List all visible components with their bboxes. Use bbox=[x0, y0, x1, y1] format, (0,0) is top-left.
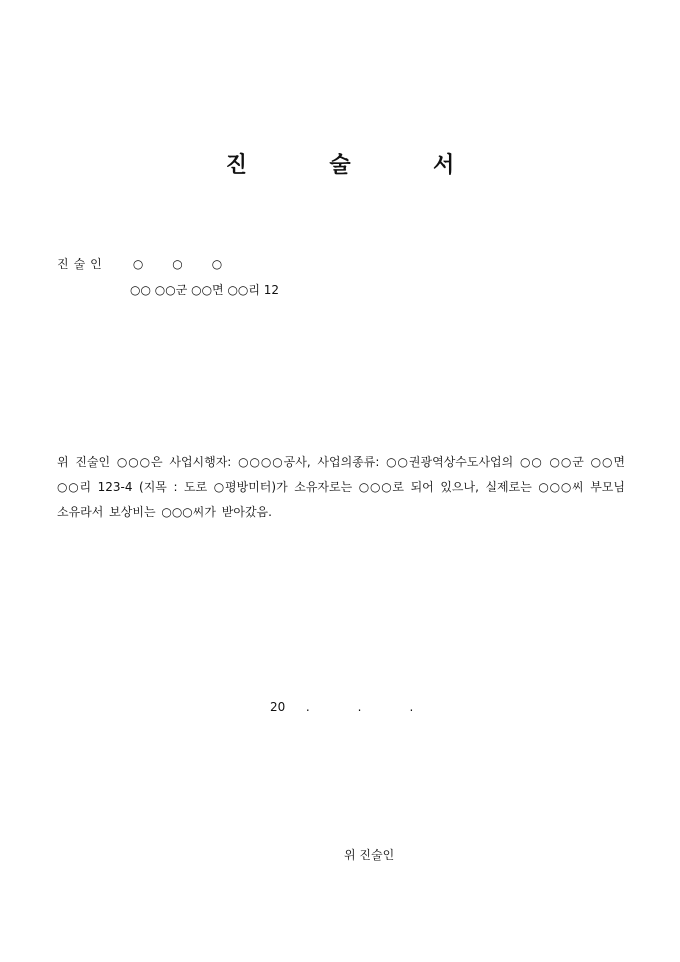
document-title bbox=[0, 148, 680, 179]
date-separator-3: . bbox=[409, 700, 414, 714]
declarant-name: ○○○ bbox=[132, 257, 252, 271]
declarant-address: ○○ ○○군 ○○면 ○○리 12 bbox=[130, 283, 280, 297]
date-separator-1: . bbox=[305, 700, 310, 714]
statement-body: 위 진술인 ○○○은 사업시행자: ○○○○공사, 사업의종류: ○○권광역상수도사업의 ○○ ○○군 ○○면 ○○리 123-4 (지목 : 도로 ○평방미터)가 소유자로는 ○○○로 되어 있으나, 실제로는 ○○○씨 부모님 소유라서 보상비는 ○○○씨가 받아갔음. bbox=[57, 455, 625, 519]
title-char-1: 진 bbox=[225, 152, 247, 178]
date-separator-2: . bbox=[357, 700, 362, 714]
signer-line: 위 진술인 bbox=[344, 848, 395, 862]
declarant-row bbox=[57, 255, 251, 272]
title-char-3: 서 bbox=[433, 152, 455, 178]
title-char-2: 술 bbox=[329, 152, 351, 178]
declarant-label: 진술인 bbox=[57, 257, 107, 271]
date-year: 20 bbox=[270, 700, 286, 714]
date-line bbox=[270, 700, 413, 714]
